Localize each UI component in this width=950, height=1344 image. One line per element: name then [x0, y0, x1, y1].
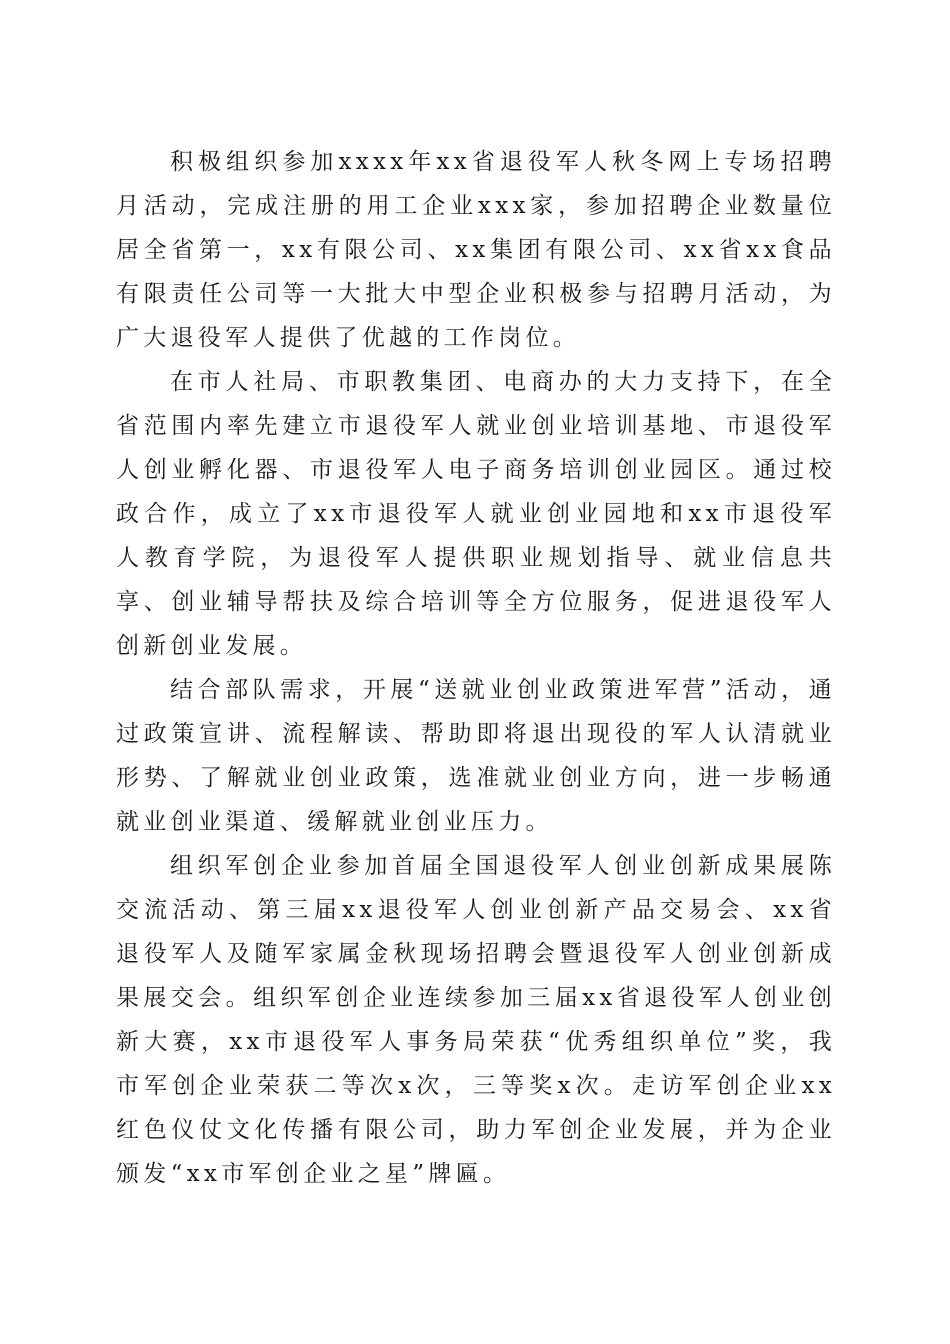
paragraph-recruitment-month: 积极组织参加xxxx年xx省退役军人秋冬网上专场招聘月活动，完成注册的用工企业xxx家，参加招聘企业数量位居全省第一，xx有限公司、xx集团有限公司、xx省xx食品有限责任公司等一大批大中型企业积极参与招聘月活动，为广大退役军人提供了优越的工作岗位。	[116, 149, 836, 351]
paragraph-policy-to-barracks: 结合部队需求，开展“送就业创业政策进军营”活动，通过政策宣讲、流程解读、帮助即将退出现役的军人认清就业形势、了解就业创业政策，选准就业创业方向，进一步畅通就业创业渠道、缓解就业创业压力。	[116, 677, 836, 835]
paragraph-training-base: 在市人社局、市职教集团、电商办的大力支持下，在全省范围内率先建立市退役军人就业创业培训基地、市退役军人创业孵化器、市退役军人电子商务培训创业园区。通过校政合作，成立了xx市退役军人就业创业园地和xx市退役军人教育学院，为退役军人提供职业规划指导、就业信息共享、创业辅导帮扶及综合培训等全方位服务，促进退役军人创新创业发展。	[116, 369, 836, 659]
document-body	[116, 140, 836, 1196]
paragraph-veteran-enterprises: 组织军创企业参加首届全国退役军人创业创新成果展陈交流活动、第三届xx退役军人创业创新产品交易会、xx省退役军人及随军家属金秋现场招聘会暨退役军人创业创新成果展交会。组织军创企业连续参加三届xx省退役军人创业创新大赛，xx市退役军人事务局荣获“优秀组织单位”奖，我市军创企业荣获二等次x次，三等奖x次。走访军创企业xx红色仪仗文化传播有限公司，助力军创企业发展，并为企业颁发“xx市军创企业之星”牌匾。	[116, 853, 836, 1187]
